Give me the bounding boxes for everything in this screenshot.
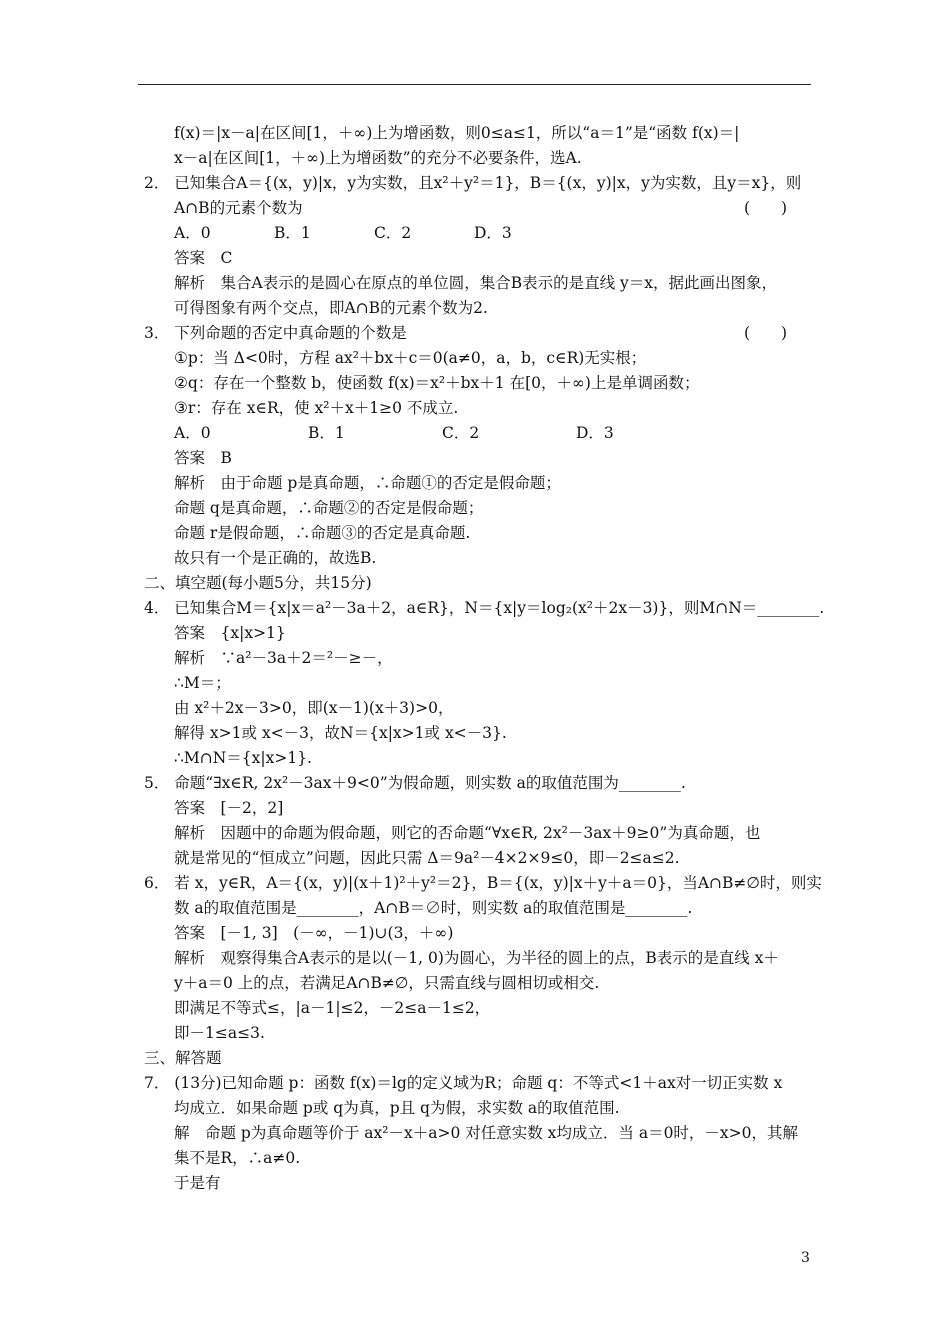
text-line: 数 a的取值范围是________，A∩B＝∅时，则实数 a的取值范围是________. bbox=[174, 899, 693, 917]
text-line: 于是有 bbox=[174, 1174, 221, 1192]
option-a: A．0 bbox=[174, 424, 211, 442]
text-line: A∩B的元素个数为 bbox=[174, 199, 303, 217]
text-line: 故只有一个是正确的，故选B. bbox=[174, 549, 377, 567]
text-line: ∴M＝； bbox=[174, 674, 231, 692]
question-3: 3． 下列命题的否定中真命题的个数是 bbox=[144, 324, 407, 342]
question-5: 5． 命题“∃x∈R, 2x²－3ax＋9<0”为假命题，则实数 a的取值范围为________. bbox=[144, 774, 686, 792]
analysis-line: 解析 由于命题 p是真命题，∴命题①的否定是假命题； bbox=[174, 474, 561, 492]
header-rule bbox=[138, 84, 811, 85]
question-7: 7． (13分)已知命题 p：函数 f(x)＝lg的定义域为R；命题 q：不等式<1＋ax对一切正实数 x bbox=[144, 1074, 783, 1092]
answer-line: 答案 [－1, 3] (－∞，－1)∪(3，＋∞) bbox=[174, 924, 454, 942]
text-line: 可得图象有两个交点，即A∩B的元素个数为2. bbox=[174, 299, 488, 317]
section-heading: 二、填空题(每小题5分，共15分) bbox=[144, 574, 372, 592]
answer-paren: ( ) bbox=[744, 199, 788, 217]
text-line: 集不是R，∴a≠0. bbox=[174, 1149, 301, 1167]
option-b: B．1 bbox=[274, 224, 311, 242]
option-b: B．1 bbox=[308, 424, 345, 442]
page-number: 3 bbox=[801, 1250, 810, 1266]
question-4: 4． 已知集合M＝{x|x＝a²－3a＋2，a∈R}，N＝{x|y＝log₂(x²＋2x－3)}，则M∩N＝________. bbox=[144, 599, 825, 617]
option-c: C．2 bbox=[442, 424, 480, 442]
text-line: x－a|在区间[1，＋∞)上为增函数”的充分不必要条件，选A. bbox=[174, 149, 582, 167]
text-line: 命题 q是真命题，∴命题②的否定是假命题； bbox=[174, 499, 484, 517]
question-6: 6． 若 x，y∈R，A＝{(x，y)|(x＋1)²＋y²＝2}，B＝{(x，y)|x＋y＋a＝0}，当A∩B≠∅时，则实 bbox=[144, 874, 822, 892]
text-line: 命题 r是假命题，∴命题③的否定是真命题. bbox=[174, 524, 471, 542]
analysis-line: 解析 因题中的命题为假命题，则它的否命题“∀x∈R, 2x²－3ax＋9≥0”为真命题，也 bbox=[174, 824, 761, 842]
text-line: 均成立．如果命题 p或 q为真，p且 q为假，求实数 a的取值范围. bbox=[174, 1099, 620, 1117]
text-line: ①p：当 Δ<0时，方程 ax²＋bx＋c＝0(a≠0，a，b，c∈R)无实根； bbox=[174, 349, 647, 367]
analysis-line: 解析 集合A表示的是圆心在原点的单位圆，集合B表示的是直线 y＝x，据此画出图象， bbox=[174, 274, 778, 292]
text-line: y＋a＝0 上的点，若满足A∩B≠∅，只需直线与圆相切或相交. bbox=[174, 974, 600, 992]
answer-paren: ( ) bbox=[744, 324, 788, 342]
text-line: 即满足不等式≤，|a－1|≤2，－2≤a－1≤2， bbox=[174, 999, 491, 1017]
answer-line: 答案 {x|x>1} bbox=[174, 624, 286, 642]
text-line: ②q：存在一个整数 b，使函数 f(x)＝x²＋bx＋1 在[0，＋∞)上是单调函数； bbox=[174, 374, 700, 392]
text-line: f(x)＝|x－a|在区间[1，＋∞)上为增函数，则0≤a≤1，所以“a＝1”是“函数 f(x)＝| bbox=[174, 124, 740, 142]
text-line: ∴M∩N＝{x|x>1}. bbox=[174, 749, 312, 767]
analysis-line: 解析 ∵a²－3a＋2＝²－≥－， bbox=[174, 649, 393, 667]
text-line: 由 x²＋2x－3>0，即(x－1)(x＋3)>0， bbox=[174, 699, 454, 717]
option-d: D．3 bbox=[576, 424, 614, 442]
solution-line: 解 命题 p为真命题等价于 ax²－x＋a>0 对任意实数 x均成立．当 a＝0时，－x>0，其解 bbox=[174, 1124, 799, 1142]
option-a: A．0 bbox=[174, 224, 211, 242]
analysis-line: 解析 观察得集合A表示的是以(－1, 0)为圆心，为半径的圆上的点，B表示的是直线 x＋ bbox=[174, 949, 779, 967]
text-line: 即－1≤a≤3. bbox=[174, 1024, 265, 1042]
text-line: ③r：存在 x∈R，使 x²＋x＋1≥0 不成立. bbox=[174, 399, 459, 417]
answer-line: 答案 B bbox=[174, 449, 232, 467]
answer-line: 答案 C bbox=[174, 249, 233, 267]
text-line: 解得 x>1或 x<－3，故N＝{x|x>1或 x<－3}. bbox=[174, 724, 507, 742]
option-c: C．2 bbox=[374, 224, 412, 242]
section-heading: 三、解答题 bbox=[144, 1049, 222, 1067]
option-d: D．3 bbox=[474, 224, 512, 242]
answer-line: 答案 [－2，2] bbox=[174, 799, 284, 817]
question-2: 2． 已知集合A＝{(x，y)|x，y为实数，且x²＋y²＝1}，B＝{(x，y)|x，y为实数，且y＝x}，则 bbox=[144, 174, 802, 192]
text-line: 就是常见的“恒成立”问题，因此只需 Δ＝9a²－4×2×9≤0，即－2≤a≤2. bbox=[174, 849, 680, 867]
